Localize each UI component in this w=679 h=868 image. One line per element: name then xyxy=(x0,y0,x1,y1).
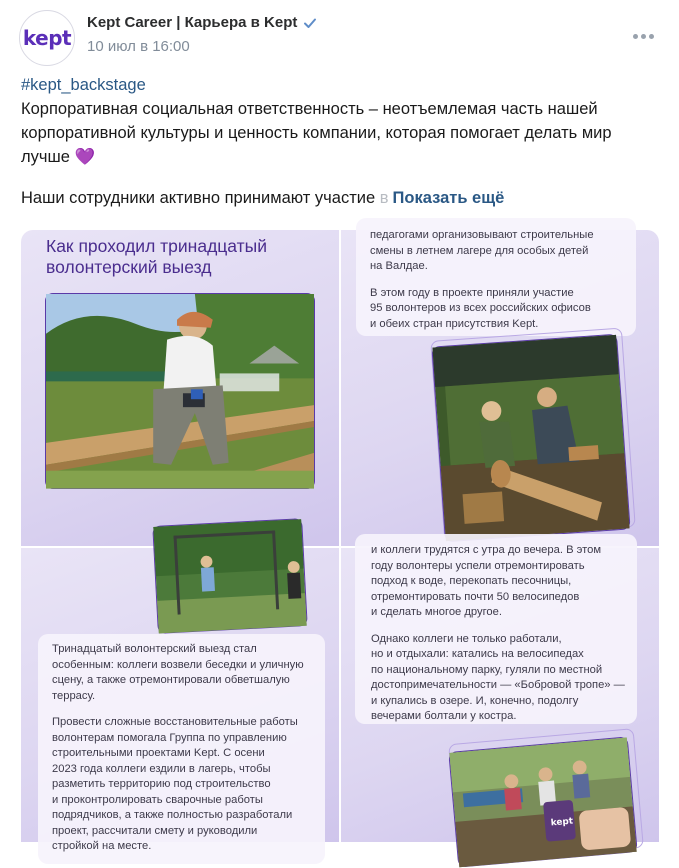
slide-3-line-b4: 2023 года коллеги ездили в лагерь, чтобы xyxy=(52,762,271,775)
paragraph-2-text: Наши сотрудники активно принимают участие xyxy=(21,189,376,207)
slide-2-line-4: 95 волонтеров из всех российских офисов xyxy=(370,302,591,314)
avatar[interactable] xyxy=(19,10,75,66)
slide-4-line-b6: вечерами болтали у костра. xyxy=(371,710,517,722)
slide-4-line-a1: году волонтеры успели отремонтировать xyxy=(371,559,585,572)
slide-2-line-2: на Валдае. xyxy=(370,260,428,272)
paragraph-2-fade: в xyxy=(379,189,389,207)
slide-3-line-a4: террасу. xyxy=(52,689,96,702)
slide-2-photo xyxy=(431,334,630,542)
slide-3-line-b9: стройкой на месте. xyxy=(52,840,152,852)
slide-3-line-b6: и проконтролировать сварочные работы xyxy=(52,793,263,806)
slide-2-paragraph-2 xyxy=(370,286,626,333)
verified-check-icon xyxy=(303,16,317,30)
slide-3-line-a2: особенным: коллеги возвели беседки и уличную xyxy=(52,658,304,671)
slide-2[interactable] xyxy=(341,230,659,546)
slide-4-paragraph-2 xyxy=(371,632,627,725)
slide-1-photo xyxy=(45,293,315,489)
slide-3-paragraph-2 xyxy=(52,715,315,855)
slide-3-line-b5: разметить территорию под строительство xyxy=(52,778,271,790)
campfire-photo xyxy=(449,737,636,867)
slide-4-photo xyxy=(448,736,637,867)
slide-1-title-line-1: Как проходил тринадцатый xyxy=(46,236,268,256)
slide-3-line-b2: волонтерам помогала Группа по управлению xyxy=(52,731,287,744)
slide-4-line-b2: но и отдыхали: катались на велосипедах xyxy=(371,648,584,660)
slide-2-line-5: и обеих стран присутствия Kept. xyxy=(370,317,539,330)
author-name-label: Kept Career | Карьера в Kept xyxy=(87,14,298,31)
slide-1-title xyxy=(46,236,306,278)
slide-4-line-b5: и купались в озере. И, конечно, подолгу xyxy=(371,694,579,707)
slide-3-photo xyxy=(152,518,307,634)
slide-4-paragraph-1 xyxy=(371,543,627,621)
slide-1-title-line-2: волонтерский выезд xyxy=(46,257,212,277)
slide-4-line-a2: подход к воде, перекопать песочницы, xyxy=(371,575,572,587)
slide-4-line-b1: Однако коллеги не только работали, xyxy=(371,632,562,645)
slide-4-line-a4: и сделать многое другое. xyxy=(371,606,502,618)
post-header xyxy=(0,0,679,70)
post-paragraph-2 xyxy=(21,186,661,210)
slide-2-line-1: смены в летнем лагере для особых детей xyxy=(370,244,589,257)
avatar-logo: kept xyxy=(22,26,72,50)
log-sawing-photo xyxy=(432,335,629,541)
slide-1[interactable] xyxy=(21,230,339,546)
slide-3-line-a3: сцену, а также отремонтировали обветшалую xyxy=(52,674,290,686)
post-paragraph-1 xyxy=(21,97,661,169)
slide-2-paragraph-1 xyxy=(370,228,626,275)
gazebo-photo xyxy=(153,519,306,633)
post-date[interactable]: 10 июл в 16:00 xyxy=(87,38,190,55)
paragraph-1-text: Корпоративная социальная ответственность – неотъемлемая часть нашей корпоративной культуры и ценность компании, которая помогает делать мир лучше xyxy=(21,100,612,166)
slide-4-line-b3: по национальному парку, гуляли по местной xyxy=(371,663,603,676)
slide-4-text-card xyxy=(355,534,637,724)
slide-3-line-b1: Провести сложные восстановительные работы xyxy=(52,716,298,728)
slide-3[interactable] xyxy=(21,548,339,852)
slide-2-text-card xyxy=(356,218,636,336)
slide-4[interactable] xyxy=(341,544,659,842)
hashtag-link[interactable]: #kept_backstage xyxy=(21,76,146,94)
show-more-link[interactable]: Показать ещё xyxy=(392,189,505,207)
more-dots-icon[interactable] xyxy=(633,30,655,42)
slide-2-line-0: педагогами организовывают строительные xyxy=(370,229,594,241)
slide-3-line-a1: Тринадцатый волонтерский выезд стал xyxy=(52,643,257,655)
construction-photo xyxy=(46,294,314,489)
photo-grid xyxy=(21,229,659,852)
post-text xyxy=(21,73,661,210)
slide-3-line-b8: проект, рассчитали смету и руководили xyxy=(52,824,258,837)
slide-3-line-b7: подрядчиков, а также полностью разработали xyxy=(52,809,293,821)
slide-4-line-b4: достопримечательности — «Бобровой тропе» — xyxy=(371,679,625,691)
author-name[interactable] xyxy=(87,14,317,31)
mug-logo: kept xyxy=(550,816,574,829)
slide-3-text-card xyxy=(38,634,325,864)
slide-4-line-a3: отремонтировать почти 50 велосипедов xyxy=(371,590,580,603)
slide-2-line-3: В этом году в проекте приняли участие xyxy=(370,286,574,299)
slide-3-paragraph-1 xyxy=(52,642,315,704)
slide-4-line-a0: и коллеги трудятся с утра до вечера. В этом xyxy=(371,544,602,556)
slide-3-line-b3: строительными проектами Kept. С осени xyxy=(52,747,265,759)
purple-heart-icon: 💜 xyxy=(74,148,96,166)
